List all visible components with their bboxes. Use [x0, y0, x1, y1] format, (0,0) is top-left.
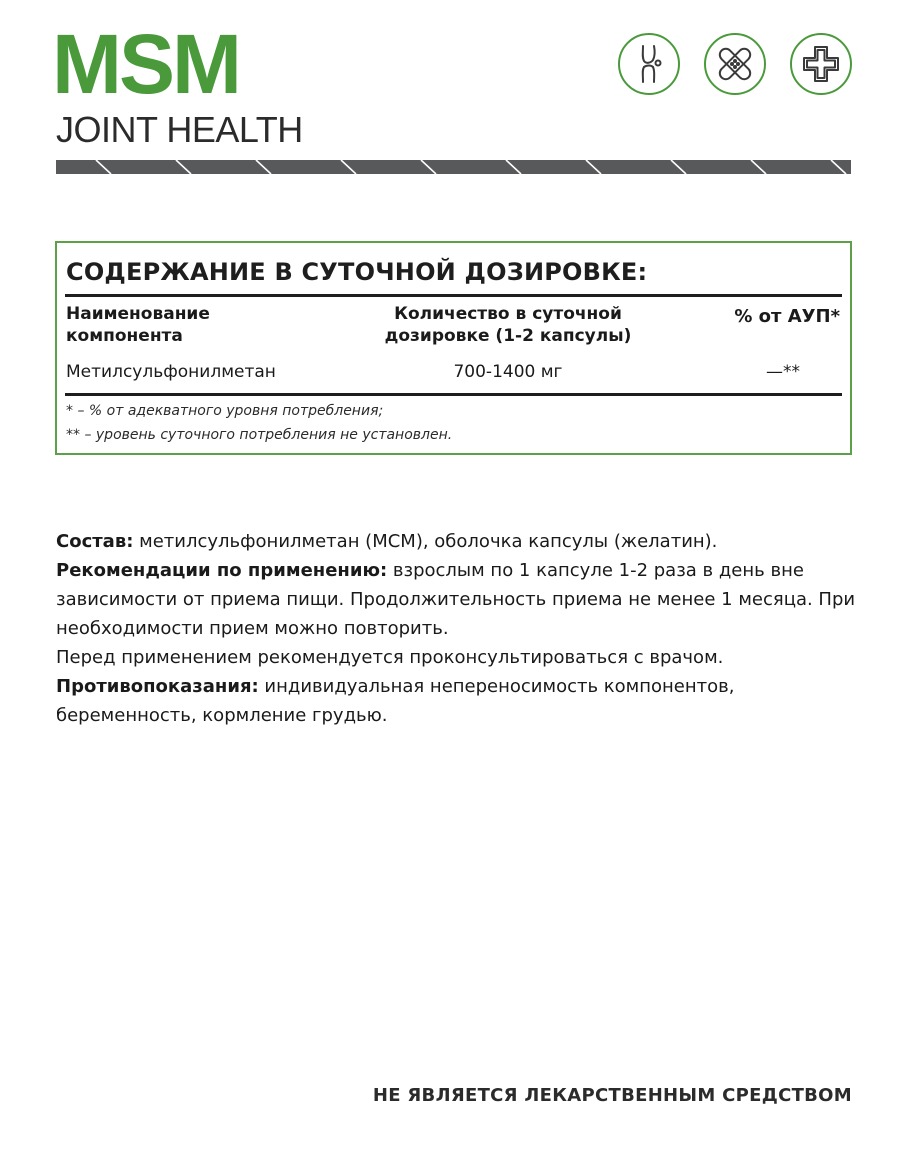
column-header-name: Наименование компонента — [66, 304, 210, 346]
column-header-amount: Количество в суточной дозировке (1-2 капсулы) — [384, 304, 632, 346]
joint-knee-icon — [618, 33, 680, 95]
decorative-stripe — [56, 160, 851, 174]
disclaimer-text: НЕ ЯВЛЯЕТСЯ ЛЕКАРСТВЕННЫМ СРЕДСТВОМ — [372, 1085, 852, 1106]
column-header-rda: % от АУП* — [734, 306, 840, 327]
table-row-rda: —** — [766, 362, 800, 382]
table-top-rule — [65, 294, 842, 297]
footnote-1: * – % от адекватного уровня потребления; — [66, 403, 384, 419]
consultation-text: Перед применением рекомендуется проконсультироваться с врачом. — [56, 647, 724, 668]
composition-paragraph — [56, 527, 856, 556]
bandage-icon — [704, 33, 766, 95]
brand-subtitle: JOINT HEALTH — [56, 109, 303, 150]
medical-cross-icon — [790, 33, 852, 95]
usage-label: Рекомендации по применению: — [56, 560, 388, 581]
composition-text: метилсульфонилметан (МСМ), оболочка капсулы (желатин). — [133, 531, 718, 552]
footnote-2: ** – уровень суточного потребления не установлен. — [66, 427, 453, 443]
contraindications-label: Противопоказания: — [56, 676, 259, 697]
table-row-name: Метилсульфонилметан — [66, 362, 276, 382]
usage-text: взрослым по 1 капсуле 1-2 раза в день вне зависимости от приема пищи. Продолжительность приема не менее 1 месяца. При необходимости прием можно повторить. — [56, 560, 856, 639]
benefit-icons — [618, 33, 852, 95]
contraindications-text: индивидуальная непереносимость компонентов, беременность, кормление грудью. — [56, 676, 735, 726]
nutrition-table — [55, 241, 852, 455]
product-description — [56, 527, 856, 730]
contraindications-paragraph — [56, 672, 856, 730]
table-heading: СОДЕРЖАНИЕ В СУТОЧНОЙ ДОЗИРОВКЕ: — [66, 258, 648, 286]
usage-paragraph — [56, 556, 856, 643]
brand-title: MSM — [52, 17, 239, 111]
table-row-amount: 700-1400 мг — [453, 362, 563, 382]
table-bottom-rule — [65, 393, 842, 396]
composition-label: Состав: — [56, 531, 134, 552]
